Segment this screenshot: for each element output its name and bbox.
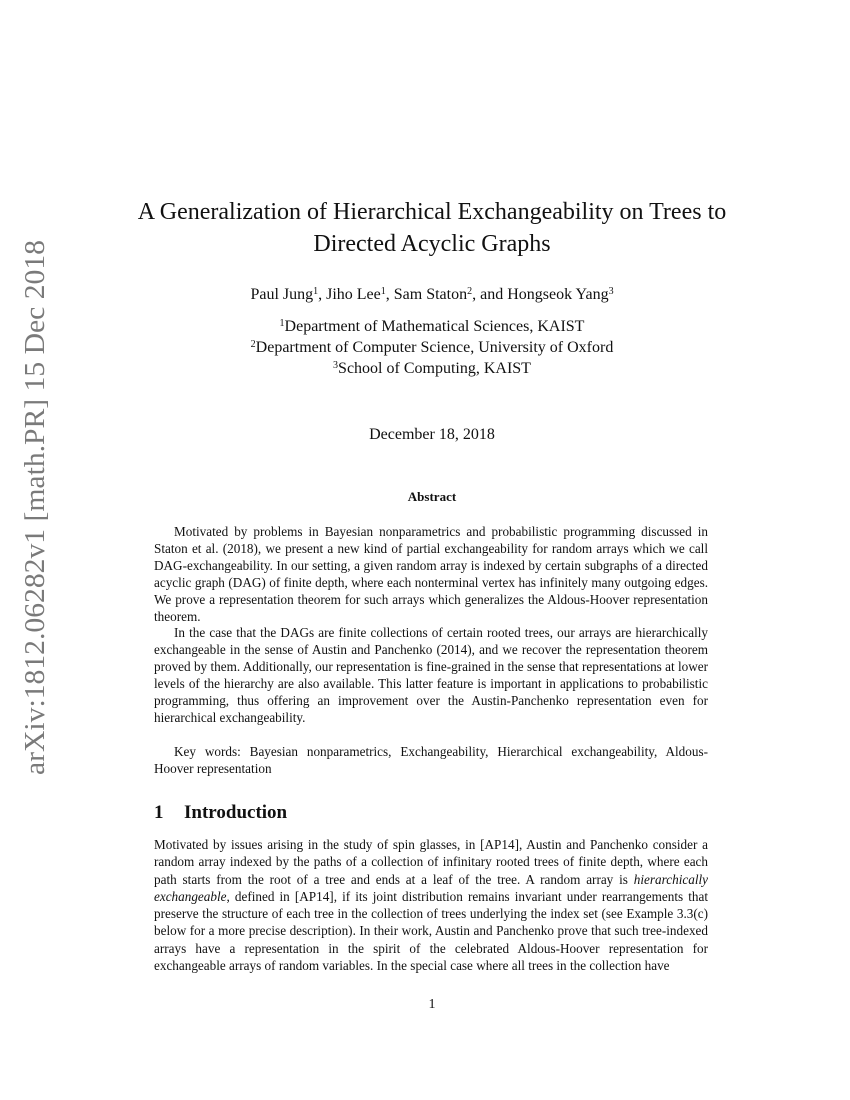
affiliation-list: [100, 316, 764, 379]
author-affiliation-mark: 3: [608, 286, 614, 297]
section-number: 1: [154, 802, 164, 823]
affiliation-name: Department of Computer Science, University of Oxford: [255, 339, 614, 356]
author-affiliation-mark: 2: [467, 286, 473, 297]
author: [326, 286, 394, 303]
author-name: Sam Staton: [393, 286, 468, 303]
author-name: Hongseok Yang: [507, 286, 609, 303]
author-name: Jiho Lee: [326, 286, 381, 303]
abstract-heading: Abstract: [407, 489, 457, 504]
author: [250, 286, 326, 303]
intro-emphasis: hierarchically exchangeable: [154, 871, 708, 904]
author-separator: , and: [472, 286, 508, 303]
author-name: Paul Jung: [250, 286, 314, 303]
author: [394, 286, 507, 303]
author-affiliation-mark: 1: [380, 286, 386, 297]
intro-text-1: Motivated by issues arising in the study of spin glasses, in [AP14], Austin and Panchenko consider a random array indexed by the paths of a collection of infinitary rooted trees of finite depth, where each path starts from the root of a tree and ends at a leaf of the tree. A random array is: [154, 837, 708, 887]
section-title: Introduction: [184, 802, 288, 823]
affiliation: [100, 358, 764, 379]
page-number: 1: [428, 997, 436, 1012]
author-separator: ,: [318, 286, 327, 303]
author-list: [100, 284, 764, 306]
affiliation-mark: 3: [333, 360, 339, 371]
paper-title: [100, 196, 764, 260]
arxiv-stamp-text: arXiv:1812.06282v1 [math.PR] 15 Dec 2018: [20, 269, 51, 775]
keywords: Key words: Bayesian nonparametrics, Exchangeability, Hierarchical exchangeability, Aldous-Hoover representation: [154, 744, 708, 776]
abstract-body: [154, 524, 708, 727]
affiliation-mark: 2: [250, 339, 256, 350]
introduction-paragraph: [154, 836, 708, 974]
author-separator: ,: [385, 286, 394, 303]
abstract-paragraph-2: In the case that the DAGs are finite collections of certain rooted trees, our arrays are hierarchically exchangeable in the sense of Austin and Panchenko (2014), and we recover the representation theorem proved by them. Additionally, our representation is fine-grained in the sense that representations at lower levels of the hierarchy are also available. This latter feature is important in applications to probabilistic programming, thus offering an improvement over the Austin-Panchenko representation even for hierarchical exchangeability.: [154, 625, 708, 725]
intro-text-2: , defined in [AP14], if its joint distribution remains invariant under rearrangements that preserve the structure of each tree in the collection of trees underlying the index set (see Example 3.3(c) below for a more precise description). In their work, Austin and Panchenko prove that such tree-indexed arrays have a representation in the spirit of the celebrated Aldous-Hoover representation for exchangeable arrays of random variables. In the special case where all trees in the collection have: [154, 888, 708, 974]
affiliation: [100, 316, 764, 337]
title-line-2: Directed Acyclic Graphs: [313, 231, 551, 257]
affiliation-mark: 1: [279, 318, 285, 329]
affiliation-name: Department of Mathematical Sciences, KAIST: [284, 318, 585, 335]
affiliation-name: School of Computing, KAIST: [338, 360, 531, 377]
author: [507, 286, 613, 303]
arxiv-stamp-svg: [6, 235, 58, 775]
section-heading: [154, 801, 708, 825]
affiliation: [100, 337, 764, 358]
author-affiliation-mark: 1: [313, 286, 319, 297]
publication-date: December 18, 2018: [369, 426, 495, 443]
title-line-1: A Generalization of Hierarchical Exchangeability on Trees to: [137, 199, 727, 225]
arxiv-stamp: [6, 235, 58, 775]
abstract-paragraph-1: Motivated by problems in Bayesian nonparametrics and probabilistic programming discussed in Staton et al. (2018), we present a new kind of partial exchangeability for random arrays which we call DAG-exchangeability. In our setting, a given random array is indexed by certain subgraphs of a directed acyclic graph (DAG) of finite depth, where each nonterminal vertex has infinitely many outgoing edges. We prove a representation theorem for such arrays which generalizes the Aldous-Hoover representation theorem.: [154, 524, 708, 624]
